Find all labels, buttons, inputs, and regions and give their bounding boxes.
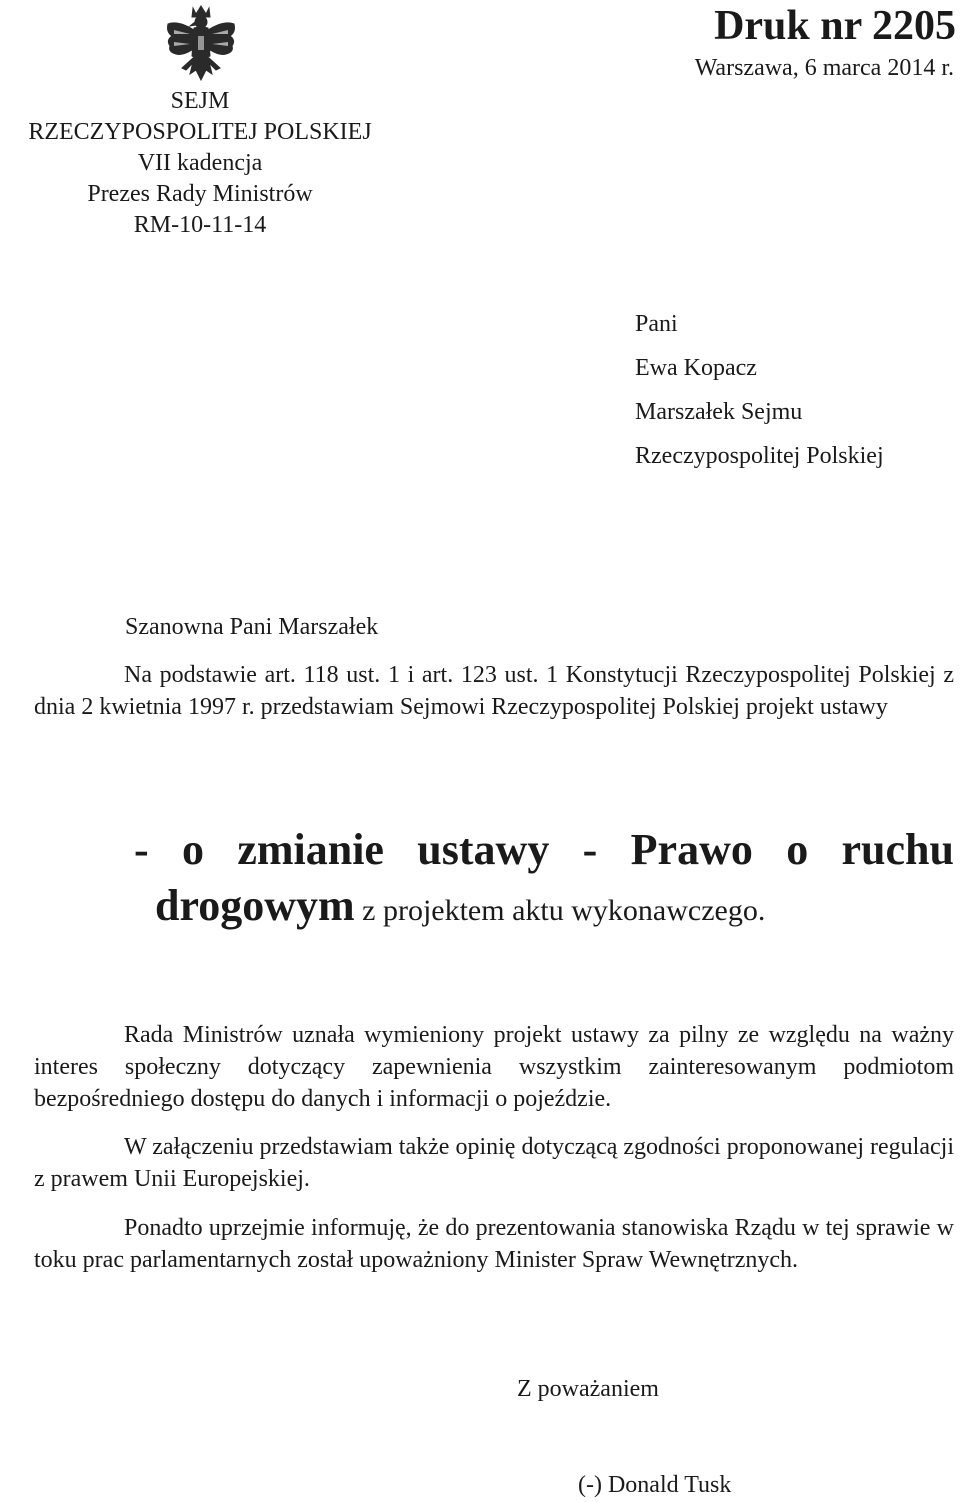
closing: Z poważaniem — [517, 1376, 659, 1402]
bill-title-line1: - o zmianie ustawy - Prawo o ruchu — [134, 825, 954, 874]
addressee-line-country: Rzeczypospolitej Polskiej — [635, 443, 884, 469]
bill-title-line2 — [155, 878, 765, 939]
addressee-line-title: Marszałek Sejmu — [635, 399, 803, 425]
addressee-block — [635, 302, 884, 478]
addressee-line-name: Ewa Kopacz — [635, 355, 757, 381]
paragraph-representative — [34, 1212, 954, 1276]
sender-line-sejm: SEJM — [170, 88, 230, 114]
sender-line-rzeczypospolitej: RZECZYPOSPOLITEJ POLSKIEJ — [28, 119, 372, 145]
sender-line-prezes: Prezes Rady Ministrów — [87, 181, 313, 207]
paragraph-urgency — [34, 1019, 954, 1115]
signature: (-) Donald Tusk — [578, 1472, 732, 1498]
bill-title-bold: drogowym — [155, 881, 355, 930]
sender-line-kadencja: VII kadencja — [137, 150, 263, 176]
polish-eagle-emblem-icon — [160, 2, 242, 88]
opening-paragraph — [34, 659, 954, 723]
sender-block — [0, 86, 400, 241]
paragraph-representative-text: Ponadto uprzejmie informuję, że do prezentowania stanowiska Rządu w tej sprawie w toku prac parlamentarnych został upoważniony Minister Spraw Wewnętrznych. — [34, 1215, 954, 1273]
opening-text: Na podstawie art. 118 ust. 1 i art. 123 ust. 1 Konstytucji Rzeczypospolitej Polskiej z dnia 2 kwietnia 1997 r. przedstawiam Sejmowi Rzeczypospolitej Polskiej projekt ustawy — [34, 662, 954, 720]
paragraph-urgency-text: Rada Ministrów uznała wymieniony projekt ustawy za pilny ze względu na ważny interes społeczny dotyczący zapewnienia wszystkim zainteresowanym podmiotom bezpośredniego dostępu do danych i informacji o pojeździe. — [34, 1022, 954, 1112]
print-number: Druk nr 2205 — [714, 3, 956, 49]
salutation: Szanowna Pani Marszałek — [125, 614, 379, 640]
addressee-line-pani: Pani — [635, 311, 678, 337]
bill-title-rest: z projektem aktu wykonawczego. — [354, 894, 766, 927]
paragraph-attachment-text: W załączeniu przedstawiam także opinię dotyczącą zgodności proponowanej regulacji z prawem Unii Europejskiej. — [34, 1134, 954, 1192]
city-date: Warszawa, 6 marca 2014 r. — [694, 55, 954, 81]
paragraph-attachment — [34, 1131, 954, 1195]
sender-line-reference: RM-10-11-14 — [133, 212, 267, 238]
